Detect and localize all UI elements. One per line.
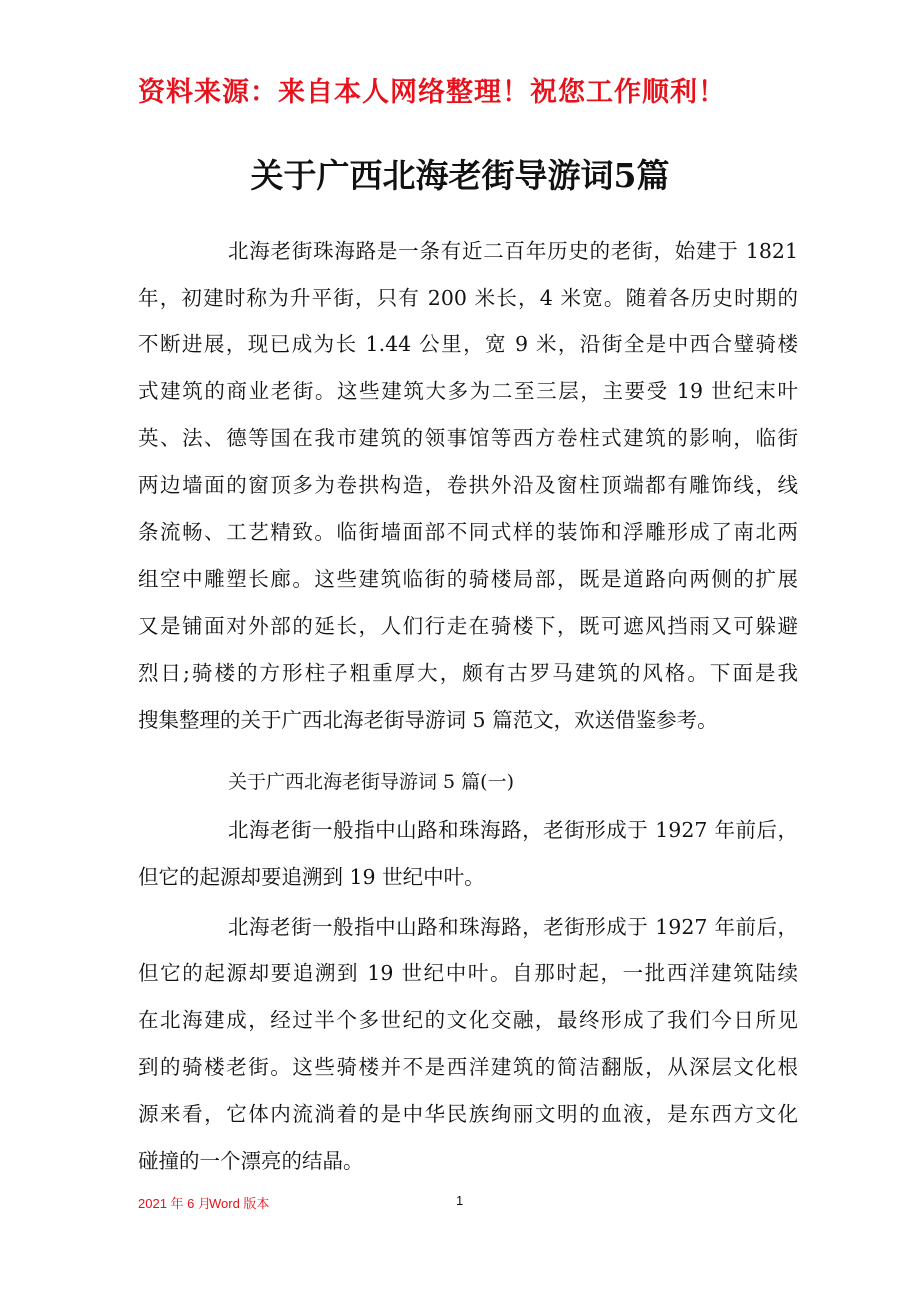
footer-version: Word 版本 [209, 1196, 270, 1211]
text-line: 北海老街一般指中山路和珠海路，老街形成于 1927 年前后， [228, 915, 798, 939]
text-line: 条流畅、工艺精致。临街墙面部不同式样的装饰和浮雕形成了南北两 [138, 520, 798, 544]
text-line: 但它的起源却要追溯到 19 世纪中叶。自那时起，一批西洋建筑陆续 [138, 961, 798, 985]
source-banner: 资料来源：来自本人网络整理！祝您工作顺利！ [138, 77, 726, 108]
text-line: 式建筑的商业老街。这些建筑大多为二至三层，主要受 19 世纪末叶 [138, 379, 798, 403]
text-line: 搜集整理的关于广西北海老街导游词 5 篇范文，欢送借鉴参考。 [138, 708, 718, 732]
text-line: 北海老街一般指中山路和珠海路，老街形成于 1927 年前后， [228, 818, 798, 842]
page-number: 1 [456, 1193, 464, 1208]
section-heading: 关于广西北海老街导游词 5 篇(一) [228, 771, 514, 793]
text-line: 但它的起源却要追溯到 19 世纪中叶。 [138, 865, 485, 889]
text-line: 不断进展，现已成为长 1.44 公里，宽 9 米，沿街全是中西合璧骑楼 [138, 332, 798, 356]
text-line: 北海老街珠海路是一条有近二百年历史的老街，始建于 1821 [228, 239, 798, 263]
text-line: 组空中雕塑长廊。这些建筑临街的骑楼局部，既是道路向两侧的扩展 [138, 567, 798, 591]
text-line: 又是铺面对外部的延长，人们行走在骑楼下，既可遮风挡雨又可躲避 [138, 614, 798, 638]
footer-date: 2021 年 6 月 [138, 1196, 211, 1211]
text-line: 年，初建时称为升平街，只有 200 米长，4 米宽。随着各历史时期的 [138, 286, 798, 310]
text-line: 到的骑楼老街。这些骑楼并不是西洋建筑的简洁翻版，从深层文化根 [138, 1055, 798, 1079]
text-line: 烈日;骑楼的方形柱子粗重厚大，颇有古罗马建筑的风格。下面是我 [138, 661, 798, 685]
text-line: 碰撞的一个漂亮的结晶。 [138, 1149, 364, 1173]
text-line: 在北海建成，经过半个多世纪的文化交融，最终形成了我们今日所见 [138, 1008, 798, 1032]
text-line: 英、法、德等国在我市建筑的领事馆等西方卷柱式建筑的影响，临街 [138, 426, 798, 450]
text-line: 两边墙面的窗顶多为卷拱构造，卷拱外沿及窗柱顶端都有雕饰线，线 [138, 473, 798, 497]
text-line: 源来看，它体内流淌着的是中华民族绚丽文明的血液，是东西方文化 [138, 1102, 798, 1126]
document-title: 关于广西北海老街导游词5篇 [250, 156, 670, 195]
